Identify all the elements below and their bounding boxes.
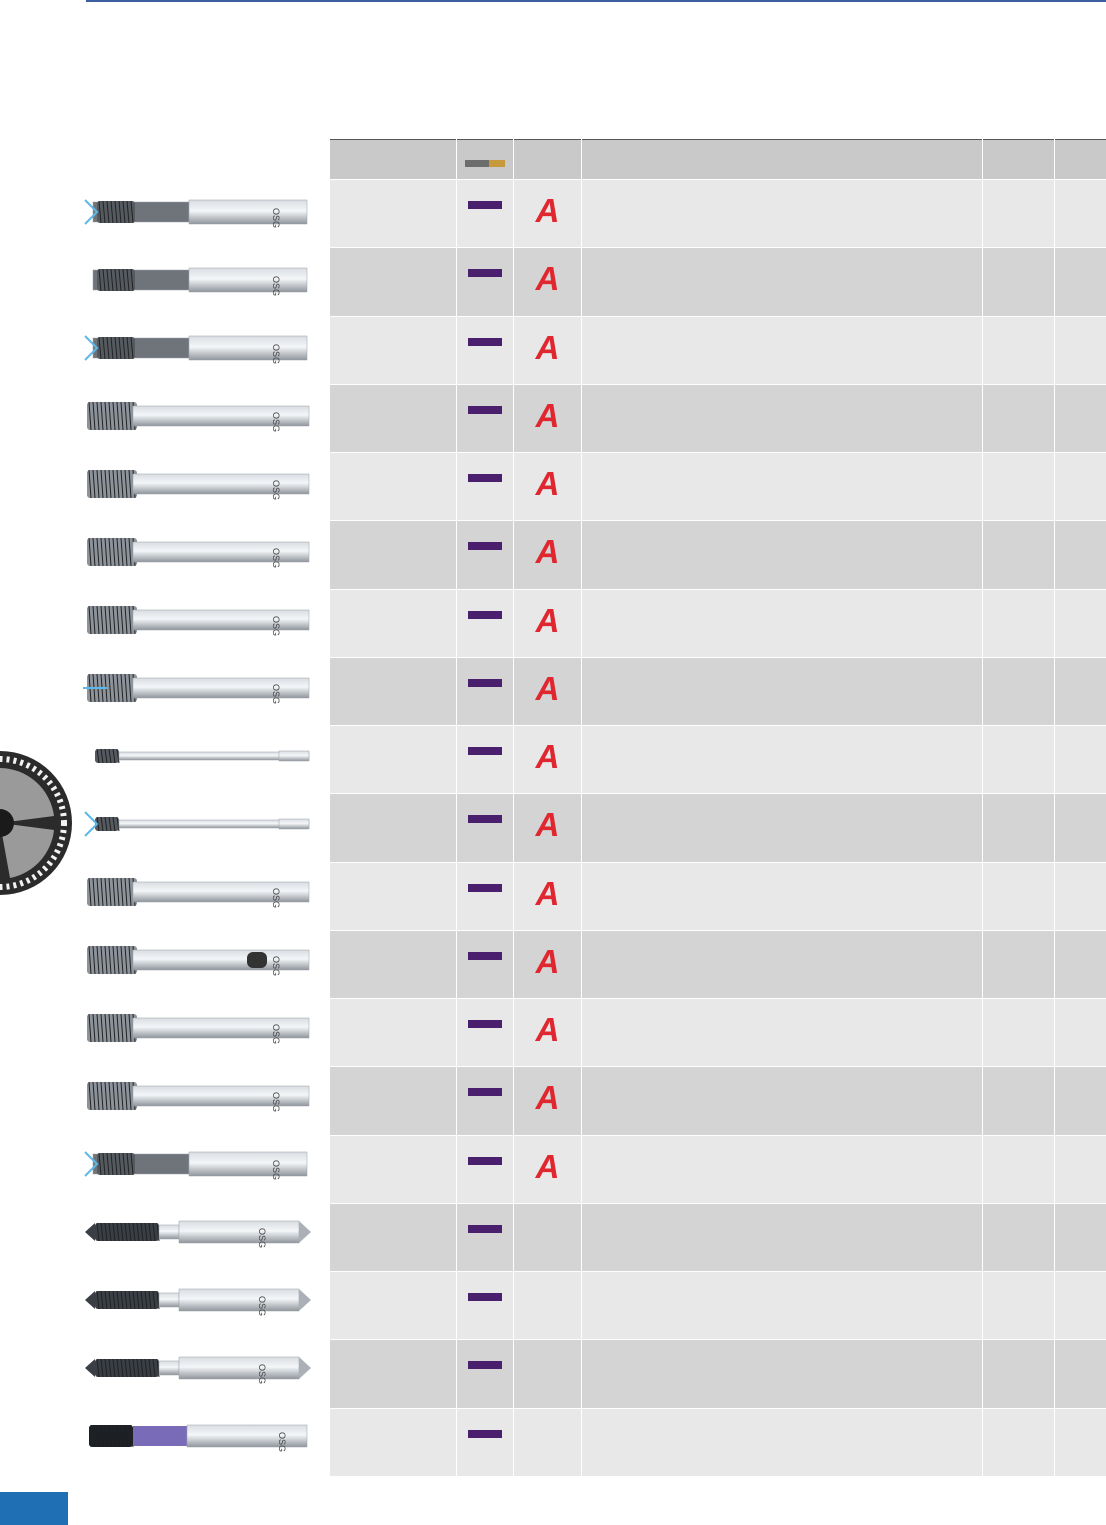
table-cell xyxy=(457,999,514,1067)
svg-text:OSG: OSG xyxy=(271,480,281,501)
table-cell xyxy=(1055,1408,1106,1477)
table-cell xyxy=(1055,589,1106,657)
table-cell xyxy=(457,453,514,521)
table-cell xyxy=(514,180,582,248)
table-cell xyxy=(983,589,1055,657)
coating-mark-icon xyxy=(468,815,502,823)
table-cell xyxy=(457,862,514,930)
table-row xyxy=(330,657,1106,725)
grade-letter: A xyxy=(535,465,560,502)
table-row xyxy=(330,521,1106,589)
table-row xyxy=(330,999,1106,1067)
coating-mark-icon xyxy=(468,1361,502,1369)
table-cell xyxy=(457,657,514,725)
table-cell xyxy=(457,316,514,384)
coating-mark-icon xyxy=(468,542,502,550)
table-cell xyxy=(983,1135,1055,1203)
coating-mark-icon xyxy=(468,952,502,960)
table-cell xyxy=(582,1067,983,1135)
table-cell xyxy=(983,1272,1055,1340)
table-cell xyxy=(1055,180,1106,248)
table-cell xyxy=(582,726,983,794)
table-cell xyxy=(514,384,582,452)
table-row xyxy=(330,862,1106,930)
table-cell xyxy=(983,930,1055,998)
table-cell xyxy=(983,384,1055,452)
page-tab xyxy=(0,1492,68,1525)
grade-letter: A xyxy=(535,942,560,980)
svg-text:OSG: OSG xyxy=(277,1432,287,1453)
svg-text:OSG: OSG xyxy=(271,684,281,705)
table-cell xyxy=(983,316,1055,384)
table-row xyxy=(330,1340,1106,1408)
table-row xyxy=(330,930,1106,998)
product-table xyxy=(329,139,1106,1477)
grade-letter: A xyxy=(535,601,560,639)
table-cell xyxy=(983,657,1055,725)
svg-text:OSG: OSG xyxy=(257,1364,267,1385)
svg-text:OSG: OSG xyxy=(257,1228,267,1249)
table-cell xyxy=(330,1203,457,1271)
table-cell xyxy=(457,180,514,248)
table-row xyxy=(330,1067,1106,1135)
table-cell xyxy=(330,999,457,1067)
table-cell xyxy=(514,930,582,998)
grade-letter: A xyxy=(535,806,560,844)
table-cell xyxy=(582,1340,983,1408)
table-cell xyxy=(457,589,514,657)
coating-mark-icon xyxy=(468,406,502,414)
grade-letter: A xyxy=(535,396,560,434)
table-cell xyxy=(1055,999,1106,1067)
table-cell xyxy=(330,180,457,248)
tap-tool-image xyxy=(80,1130,316,1198)
table-cell xyxy=(983,180,1055,248)
coating-mark-icon xyxy=(468,679,502,687)
table-cell xyxy=(983,999,1055,1067)
table-row xyxy=(330,1135,1106,1203)
grade-letter: A xyxy=(535,328,560,366)
tap-tool-image xyxy=(80,1198,316,1266)
table-cell xyxy=(514,1067,582,1135)
tap-tool-image xyxy=(80,790,316,858)
tap-tool-image xyxy=(80,1062,316,1130)
table-cell xyxy=(514,1408,582,1477)
svg-text:OSG: OSG xyxy=(257,1296,267,1317)
table-cell xyxy=(330,794,457,862)
svg-text:OSG: OSG xyxy=(271,888,281,909)
table-cell xyxy=(582,384,983,452)
table-cell xyxy=(330,521,457,589)
table-cell xyxy=(582,316,983,384)
table-row xyxy=(330,589,1106,657)
table-row xyxy=(330,1203,1106,1271)
tap-tool-image xyxy=(80,450,316,518)
coating-mark-icon xyxy=(468,338,502,346)
table-cell xyxy=(514,999,582,1067)
table-cell xyxy=(514,657,582,725)
tap-tool-image xyxy=(80,382,316,450)
coating-mark-icon xyxy=(468,611,502,619)
table-row xyxy=(330,453,1106,521)
table-cell xyxy=(514,521,582,589)
table-cell xyxy=(1055,794,1106,862)
table-cell xyxy=(582,862,983,930)
table-cell xyxy=(514,862,582,930)
tap-tool-image xyxy=(80,1402,316,1470)
table-cell xyxy=(457,248,514,316)
header-cell-coating xyxy=(457,140,514,180)
table-cell xyxy=(582,589,983,657)
table-cell xyxy=(1055,1272,1106,1340)
tap-tool-image xyxy=(80,246,316,314)
table-cell xyxy=(582,1408,983,1477)
table-cell xyxy=(582,999,983,1067)
coating-mark-icon xyxy=(468,1225,502,1233)
grade-letter: A xyxy=(535,1011,560,1048)
svg-text:OSG: OSG xyxy=(271,412,281,433)
tap-tool-image xyxy=(80,1266,316,1334)
tool-image-column xyxy=(80,178,316,1470)
table-cell xyxy=(983,1203,1055,1271)
table-cell xyxy=(457,384,514,452)
coating-mark-icon xyxy=(468,269,502,277)
tap-tool-image xyxy=(80,518,316,586)
table-row xyxy=(330,316,1106,384)
svg-text:OSG: OSG xyxy=(271,548,281,569)
table-cell xyxy=(514,1272,582,1340)
grade-letter: A xyxy=(535,1147,560,1185)
table-cell xyxy=(330,589,457,657)
table-cell xyxy=(582,794,983,862)
coating-mark-icon xyxy=(468,1157,502,1165)
table-cell xyxy=(983,453,1055,521)
table-cell xyxy=(1055,316,1106,384)
tap-tool-image xyxy=(80,722,316,790)
coating-mark-icon xyxy=(468,474,502,482)
header-cell-3 xyxy=(514,140,582,180)
table-cell xyxy=(983,1067,1055,1135)
table-cell xyxy=(582,1135,983,1203)
table-cell xyxy=(1055,1340,1106,1408)
svg-text:OSG: OSG xyxy=(271,208,281,229)
table-row xyxy=(330,248,1106,316)
table-cell xyxy=(330,726,457,794)
table-cell xyxy=(1055,384,1106,452)
table-cell xyxy=(330,1067,457,1135)
table-cell xyxy=(1055,657,1106,725)
table-cell xyxy=(457,1067,514,1135)
table-cell xyxy=(514,589,582,657)
grade-letter: A xyxy=(535,260,560,298)
table-row xyxy=(330,1408,1106,1477)
table-cell xyxy=(983,862,1055,930)
tap-tool-image xyxy=(80,1334,316,1402)
table-cell xyxy=(1055,1135,1106,1203)
grade-letter: A xyxy=(535,533,560,571)
table-cell xyxy=(457,1203,514,1271)
tap-tool-image xyxy=(80,314,316,382)
table-cell xyxy=(514,1203,582,1271)
table-cell xyxy=(330,316,457,384)
table-cell xyxy=(330,1135,457,1203)
table-cell xyxy=(1055,1203,1106,1271)
header-cell-1 xyxy=(330,140,457,180)
tap-tool-image xyxy=(80,586,316,654)
table-cell xyxy=(1055,930,1106,998)
coating-mark-icon xyxy=(468,884,502,892)
table-cell xyxy=(582,930,983,998)
table-cell xyxy=(983,794,1055,862)
coating-mark-icon xyxy=(468,1088,502,1096)
table-cell xyxy=(582,1203,983,1271)
table-cell xyxy=(330,930,457,998)
table-cell xyxy=(457,930,514,998)
table-cell xyxy=(514,726,582,794)
table-cell xyxy=(582,248,983,316)
table-cell xyxy=(330,248,457,316)
table-cell xyxy=(582,180,983,248)
table-cell xyxy=(457,521,514,589)
grade-letter: A xyxy=(535,1079,560,1117)
table-row xyxy=(330,384,1106,452)
svg-text:OSG: OSG xyxy=(271,276,281,297)
table-row xyxy=(330,1272,1106,1340)
coating-mark-icon xyxy=(468,747,502,755)
table-cell xyxy=(330,657,457,725)
grade-letter: A xyxy=(535,738,560,775)
table-cell xyxy=(983,1340,1055,1408)
tap-tool-image xyxy=(80,926,316,994)
table-cell xyxy=(330,453,457,521)
table-cell xyxy=(514,248,582,316)
table-cell xyxy=(330,384,457,452)
table-cell xyxy=(330,1272,457,1340)
grade-letter: A xyxy=(535,874,560,912)
header-cell-5 xyxy=(983,140,1055,180)
table-cell xyxy=(457,1272,514,1340)
grade-letter: A xyxy=(535,192,560,229)
table-cell xyxy=(1055,248,1106,316)
header-cell-4 xyxy=(582,140,983,180)
tap-tool-image xyxy=(80,994,316,1062)
table-cell xyxy=(457,1408,514,1477)
svg-text:OSG: OSG xyxy=(271,1160,281,1181)
table-row xyxy=(330,180,1106,248)
svg-text:OSG: OSG xyxy=(271,1024,281,1045)
table-cell xyxy=(457,794,514,862)
table-cell xyxy=(514,453,582,521)
coating-swatch-icon xyxy=(457,160,513,167)
table-cell xyxy=(1055,453,1106,521)
table-cell xyxy=(582,453,983,521)
table-row xyxy=(330,726,1106,794)
table-cell xyxy=(330,1340,457,1408)
coating-mark-icon xyxy=(468,1430,502,1438)
top-rule xyxy=(86,0,1106,2)
table-cell xyxy=(330,1408,457,1477)
tap-tool-image xyxy=(80,858,316,926)
tap-tool-image xyxy=(80,654,316,722)
svg-text:OSG: OSG xyxy=(271,616,281,637)
table-cell xyxy=(457,726,514,794)
table-cell xyxy=(582,657,983,725)
table-cell xyxy=(514,1135,582,1203)
table-cell xyxy=(582,521,983,589)
table-cell xyxy=(983,521,1055,589)
header-cell-6 xyxy=(1055,140,1106,180)
table-cell xyxy=(330,862,457,930)
table-cell xyxy=(1055,1067,1106,1135)
coating-mark-icon xyxy=(468,1020,502,1028)
table-header-row xyxy=(330,140,1106,180)
table-cell xyxy=(582,1272,983,1340)
coating-mark-icon xyxy=(468,1293,502,1301)
grade-letter: A xyxy=(535,669,560,707)
table-cell xyxy=(514,1340,582,1408)
coating-mark-icon xyxy=(468,201,502,209)
svg-text:OSG: OSG xyxy=(271,1092,281,1113)
table-cell xyxy=(983,248,1055,316)
table-cell xyxy=(1055,726,1106,794)
svg-text:OSG: OSG xyxy=(271,344,281,365)
svg-text:OSG: OSG xyxy=(271,956,281,977)
table-cell xyxy=(457,1135,514,1203)
table-cell xyxy=(1055,862,1106,930)
tap-tool-image xyxy=(80,178,316,246)
gear-wheel-graphic xyxy=(0,748,80,898)
table-cell xyxy=(514,794,582,862)
table-cell xyxy=(457,1340,514,1408)
table-row xyxy=(330,794,1106,862)
table-cell xyxy=(983,726,1055,794)
table-cell xyxy=(983,1408,1055,1477)
table-cell xyxy=(514,316,582,384)
table-cell xyxy=(1055,521,1106,589)
